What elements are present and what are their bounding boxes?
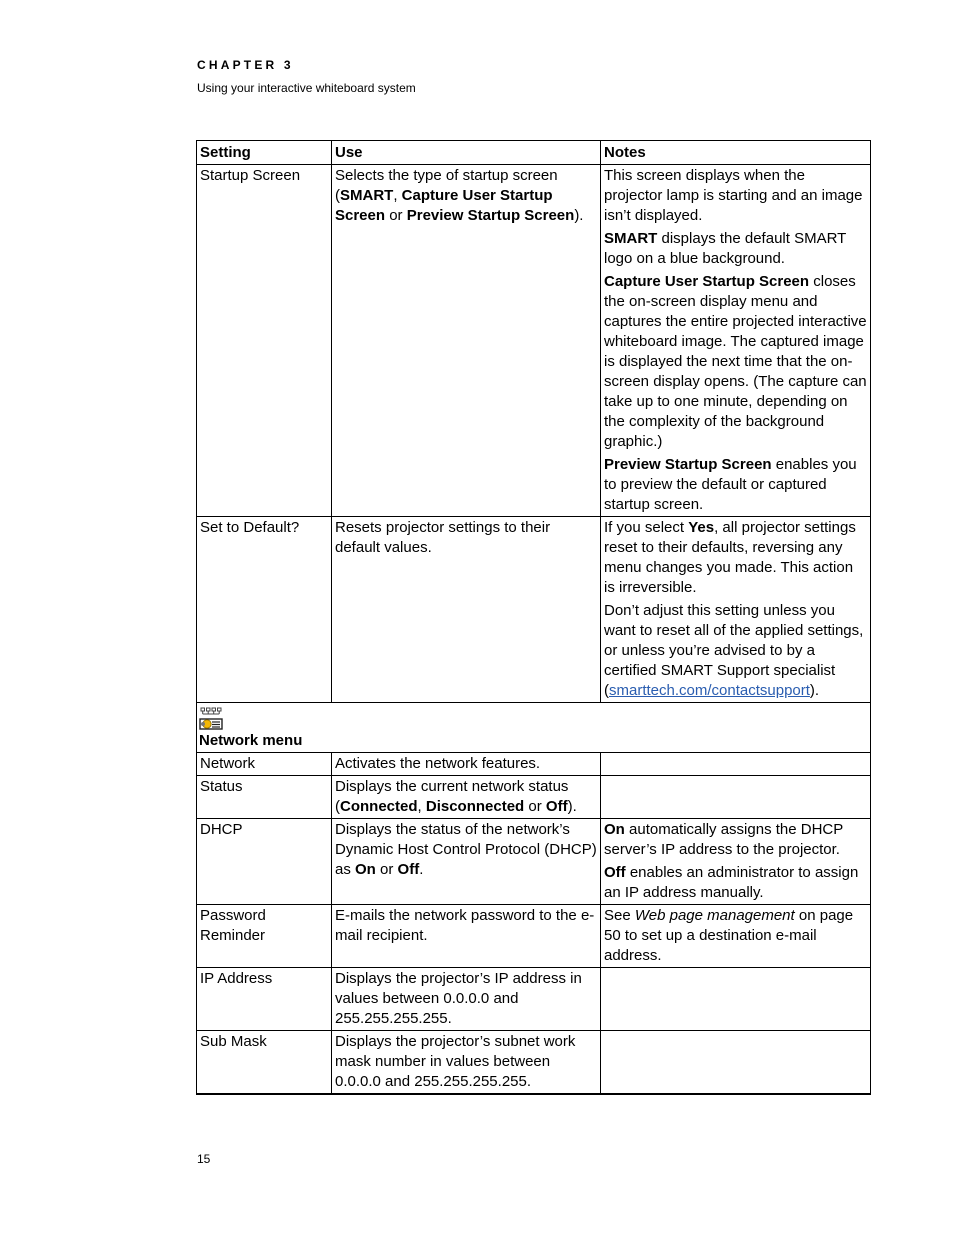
table-row (197, 753, 871, 776)
notes-paragraph: Off enables an administrator to assign an IP address manually. (604, 864, 859, 901)
use-cell: Resets projector settings to their default values. (332, 517, 601, 703)
notes-cell: See Web page management on page 50 to set up a destination e-mail address. (601, 905, 871, 968)
notes-cell (601, 165, 871, 517)
notes-cell (601, 819, 871, 905)
cross-reference: Web page management (634, 907, 795, 924)
use-cell: Displays the status of the network’s Dynamic Host Control Protocol (DHCP) as On or Off. (332, 819, 601, 905)
network-menu-title: Network menu (199, 732, 303, 749)
use-cell: Displays the current network status (Connected, Disconnected or Off). (332, 776, 601, 819)
setting-cell: DHCP (197, 819, 332, 905)
setting-cell: Set to Default? (197, 517, 332, 703)
use-cell: E-mails the network password to the e-mail recipient. (332, 905, 601, 968)
notes-paragraph: SMART displays the default SMART logo on a blue background. (604, 230, 847, 267)
use-cell: Selects the type of startup screen (SMART, Capture User Startup Screen or Preview Startup Screen). (332, 165, 601, 517)
notes-cell (601, 517, 871, 703)
table-row (197, 905, 871, 968)
chapter-heading: CHAPTER 3 (197, 58, 294, 72)
notes-paragraph: Capture User Startup Screen closes the on-screen display menu and captures the entire projected interactive whiteboard image. The captured image is displayed the next time that the on-screen display opens. (The capture can take up to one minute, depending on the complexity of the background graphic.) (604, 273, 867, 450)
table-row (197, 517, 871, 703)
notes-paragraph: Don’t adjust this setting unless you want to reset all of the applied settings, or unless you’re advised to by a certified SMART Support specialist (smarttech.com/contactsupport). (604, 602, 864, 699)
network-icon (199, 707, 223, 731)
use-cell: Displays the projector’s subnet work mask number in values between 0.0.0.0 and 255.255.255.255. (332, 1031, 601, 1095)
header-use: Use (332, 141, 601, 165)
notes-paragraph: On automatically assigns the DHCP server’s IP address to the projector. (604, 821, 843, 858)
page-number: 15 (197, 1152, 211, 1166)
notes-paragraph: Preview Startup Screen enables you to preview the default or captured startup screen. (604, 456, 857, 513)
setting-cell: IP Address (197, 968, 332, 1031)
setting-cell: Password Reminder (197, 905, 332, 968)
network-menu-row (197, 703, 871, 753)
setting-cell: Network (197, 753, 332, 776)
setting-cell: Startup Screen (197, 165, 332, 517)
notes-cell (601, 1031, 871, 1095)
header-setting: Setting (197, 141, 332, 165)
setting-cell: Status (197, 776, 332, 819)
settings-table (196, 140, 871, 1095)
table-row (197, 819, 871, 905)
notes-cell (601, 776, 871, 819)
table-row (197, 776, 871, 819)
header-notes: Notes (601, 141, 871, 165)
notes-cell (601, 753, 871, 776)
setting-cell: Sub Mask (197, 1031, 332, 1095)
table-row (197, 968, 871, 1031)
notes-paragraph: If you select Yes, all projector settings reset to their defaults, reversing any menu changes you made. This action is irreversible. (604, 519, 856, 596)
contact-support-link[interactable]: smarttech.com/contactsupport (609, 682, 810, 699)
table-row (197, 165, 871, 517)
table-row (197, 1031, 871, 1095)
chapter-subtitle: Using your interactive whiteboard system (197, 81, 416, 95)
notes-paragraph: This screen displays when the projector lamp is starting and an image isn’t displayed. (604, 167, 863, 224)
network-menu-cell (197, 703, 871, 753)
table-header-row (197, 141, 871, 165)
use-cell: Displays the projector’s IP address in values between 0.0.0.0 and 255.255.255.255. (332, 968, 601, 1031)
notes-cell (601, 968, 871, 1031)
use-cell: Activates the network features. (332, 753, 601, 776)
